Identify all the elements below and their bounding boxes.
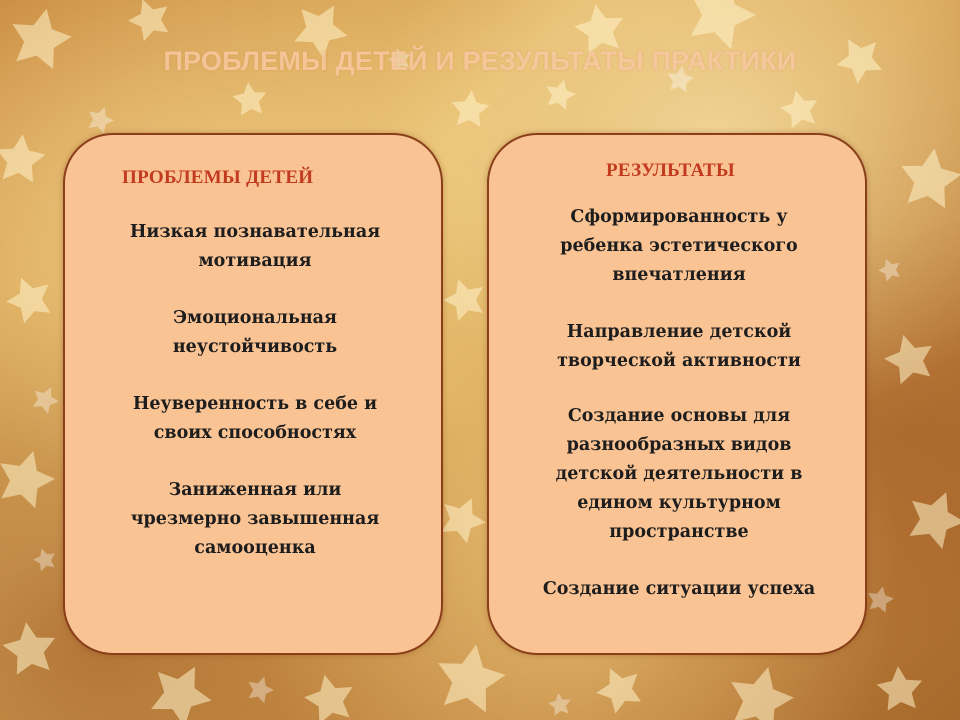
results-panel xyxy=(487,133,867,655)
problems-header: ПРОБЛЕМЫ ДЕТЕЙ xyxy=(122,167,314,188)
slide-title: ПРОБЛЕМЫ ДЕТЕЙ И РЕЗУЛЬТАТЫ ПРАКТИКИ xyxy=(163,46,797,76)
result-item: Направление детской творческой активности xyxy=(557,322,801,371)
result-item: Создание ситуации успеха xyxy=(542,579,816,599)
result-item: Создание основы для разнообразных видов детской деятельности в едином культурном пространстве xyxy=(555,406,803,542)
problems-panel xyxy=(63,133,443,655)
problem-item: Заниженная или чрезмерно завышенная самооценка xyxy=(130,480,380,558)
problem-item: Низкая познавательная мотивация xyxy=(129,222,381,271)
problem-item: Эмоциональная неустойчивость xyxy=(172,308,338,357)
result-item: Сформированность у ребенка эстетического впечатления xyxy=(560,207,798,285)
problem-item: Неуверенность в себе и своих способностях xyxy=(132,394,378,443)
results-header: РЕЗУЛЬТАТЫ xyxy=(606,160,735,181)
